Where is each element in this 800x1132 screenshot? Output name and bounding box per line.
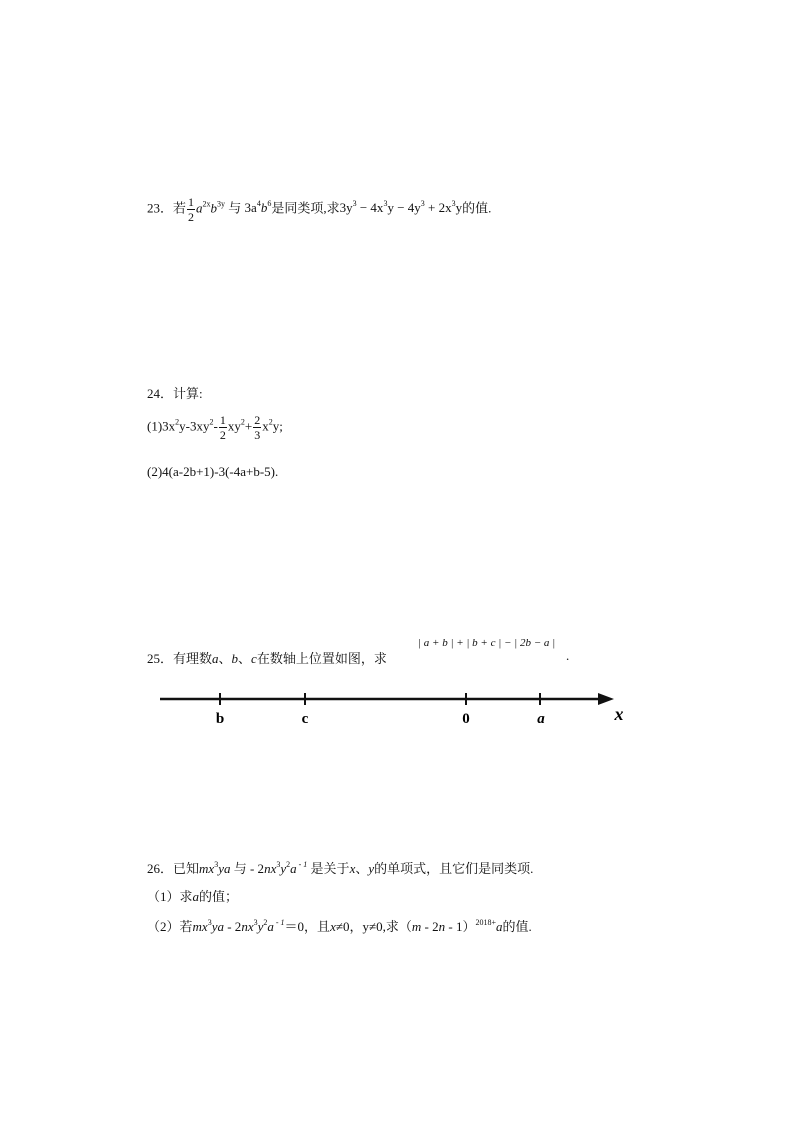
question-25: 25．有理数a、b、c在数轴上位置如图，求 [147,651,387,666]
question-23: 23．若 $\frac{1}{2}$ $a^{2x}b^{3y}$ 与 $3a^4b^6$是同类项,求$3y^3 - 4x^3y - 4y^3 + 2x^3y$的值. [147,195,492,224]
fraction-one-half: $\frac{1}{2}$ [219,413,226,442]
label-c: c [301,711,309,727]
text-ruo: 若 [173,200,187,216]
axis-arrow [598,693,614,705]
question-26-line2: （1）求a的值； [147,889,239,904]
number-line [0,680,800,740]
question-25-period: . [566,648,570,663]
fraction-one-half: $\frac{1}{2}$ [188,195,195,224]
question-24-title: 24．计算: [147,386,203,401]
absolute-value-expression: | a + b | + | b + c | − | 2b − a | [418,637,556,649]
question-24-part1: $(1)3x^2y-3xy^2-$ $\frac{1}{2}$ $xy^2+$ $\frac{2}{3}$ $x^2y$; [147,413,283,442]
label-x: x [614,704,624,724]
label-a: a [537,711,545,727]
label-0: 0 [462,711,470,727]
question-number: 23． [147,200,174,216]
question-26-line3: （2）若$mx^3ya - 2nx^3y^2a$ $^{- 1}$＝0，且x≠0，y≠0,求（m - 2n - 1）$^{2018+}$a的值. [147,918,532,934]
question-26-line1: 26．已知$mx^3ya$ 与 - $2nx^3y^2a$ $^{- 1}$ 是关于x、y的单项式，且它们是同类项. [147,860,534,876]
label-b: b [215,711,225,727]
monomial-3a4b6: $3a^4b^6$ [244,199,272,216]
fraction-two-thirds: $\frac{2}{3}$ [254,413,261,442]
question-24-part2: (2)4(a-2b+1)-3(-4a+b-5). [147,464,279,479]
expression: $3y^3 - 4x^3y - 4y^3 + 2x^3y$ [339,199,463,216]
